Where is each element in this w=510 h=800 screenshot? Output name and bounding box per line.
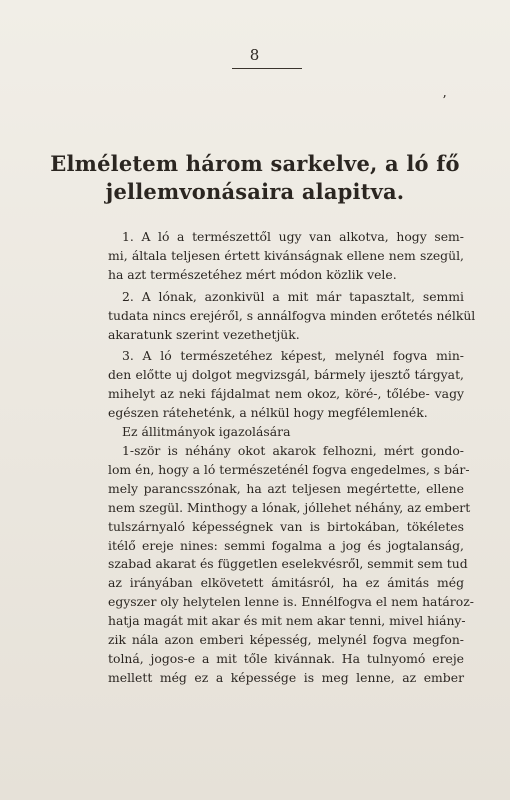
text-line: itélő ereje nines: semmi fogalma a jog és jogtalanság, bbox=[108, 537, 464, 553]
text-line: mely parancsszónak, ha azt teljesen megértette, ellene bbox=[108, 480, 464, 496]
text-line: tudata nincs erejéről, s annálfogva minden erőtetés nélkül bbox=[108, 307, 476, 323]
text-line: egyszer oly helytelen lenne is. Ennélfogva el nem határoz- bbox=[108, 594, 474, 610]
text-line: tulszárnyaló képességnek van is birtokában, tökéletes bbox=[108, 518, 464, 534]
text-line: lom én, hogy a ló természeténél fogva engedelmes, s bár- bbox=[108, 461, 470, 477]
chapter-title bbox=[0, 150, 510, 206]
header-rule bbox=[232, 68, 302, 69]
text-line: akaratunk szerint vezethetjük. bbox=[108, 326, 300, 342]
chapter-title-line: Elméletem három sarkelve, a ló fő bbox=[50, 151, 460, 176]
text-line: 3. A ló természetéhez képest, melynél fogva min- bbox=[122, 348, 464, 364]
text-line: egészen ráteheténk, a nélkül hogy megfélemlenék. bbox=[108, 405, 428, 421]
text-line: mihelyt az neki fájdalmat nem okoz, köré-, tőlébe- vagy bbox=[108, 386, 464, 402]
text-line: nem szegül. Minthogy a lónak, jóllehet néhány, az embert bbox=[108, 499, 471, 515]
margin-mark: ʼ bbox=[442, 94, 447, 109]
text-line: den előtte uj dolgot megvizsgál, bármely ijesztő tárgyat, bbox=[108, 367, 464, 383]
text-line: hatja magát mit akar és mit nem akar tenni, mivel hiány- bbox=[108, 613, 466, 629]
text-line: Ez állitmányok igazolására bbox=[122, 424, 291, 440]
text-line: 1. A ló a természettől ugy van alkotva, hogy sem- bbox=[122, 229, 464, 244]
text-line: mi, általa teljesen értett kivánságnak ellene nem szegül, bbox=[108, 247, 464, 263]
body-text bbox=[108, 228, 476, 688]
chapter-title-line: jellemvonásaira alapitva. bbox=[105, 179, 405, 204]
text-line: zik nála azon emberi képesség, melynél fogva megfon- bbox=[108, 632, 464, 648]
text-line: ha azt természetéhez mért módon közlik vele. bbox=[108, 266, 397, 282]
text-line: szabad akarat és független eselekvésről, semmit sem tud bbox=[108, 556, 468, 572]
text-line: az irányában elkövetett ámitásról, ha ez ámitás még bbox=[108, 575, 464, 591]
text-line: 1-ször is néhány okot akarok felhozni, mért gondo- bbox=[122, 442, 464, 458]
text-line: 2. A lónak, azonkivül a mit már tapasztalt, semmi bbox=[122, 288, 464, 304]
text-line: mellett még ez a képessége is meg lenne, az ember bbox=[108, 669, 464, 685]
text-line: tolná, jogos-e a mit tőle kivánnak. Ha tulnyomó ereje bbox=[108, 650, 464, 666]
page-number: 8 bbox=[249, 46, 261, 64]
